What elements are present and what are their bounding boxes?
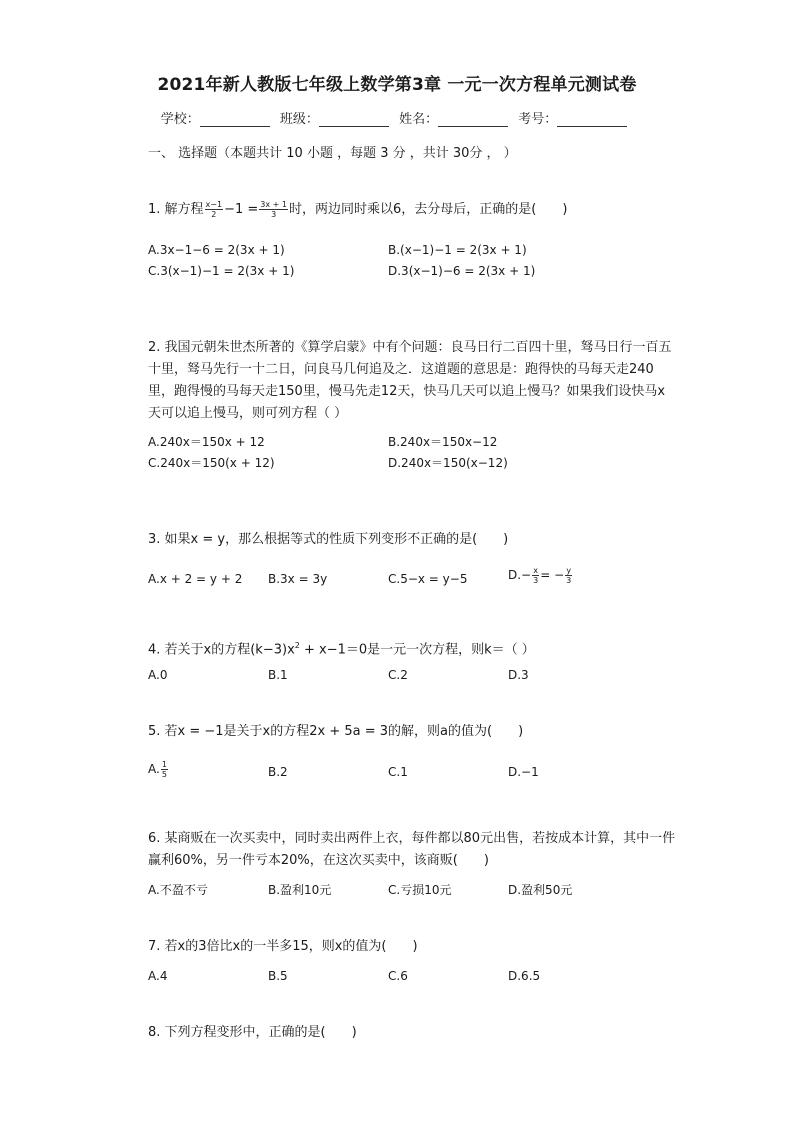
q3-option-c: C.5−x = y−5: [388, 572, 468, 586]
q5-a-fraction-den: 5: [161, 770, 167, 779]
q3-d-pre: D.−: [508, 568, 532, 582]
school-blank: [200, 113, 270, 127]
q1-fraction-1-num: x−1: [205, 200, 223, 209]
q3-d-fraction-1-den: 3: [533, 576, 539, 585]
q5-option-d: D.−1: [508, 765, 539, 779]
name-blank: [438, 113, 508, 127]
q2-option-d: D.240x＝150(x−12): [388, 456, 508, 470]
question-5-stem: 5. 若x = −1是关于x的方程2x + 5a = 3的解，则a的值为( ): [148, 724, 524, 739]
question-3-stem: 3. 如果x = y，那么根据等式的性质下列变形不正确的是( ): [148, 532, 509, 547]
q7-option-b: B.5: [268, 969, 288, 983]
question-2-stem: 2. 我国元朝朱世杰所著的《算学启蒙》中有个问题：良马日行二百四十里，驽马日行一百五十里，驽马先行一十二日，问良马几何追及之．这道题的意思是：跑得快的马每天走240里，跑得慢的马每天走150里，慢马先走12天，快马几天可以追上慢马？如果我们设快马x天可以追上慢马，则可列方程（ ）: [148, 340, 672, 421]
q1-text-pre: 1. 解方程: [148, 202, 204, 217]
q5-a-fraction-num: 1: [161, 760, 167, 769]
q3-option-b: B.3x = 3y: [268, 572, 328, 586]
exam-no-blank: [557, 113, 627, 127]
exam-no-label: 考号：: [518, 112, 558, 127]
section-heading: 一、 选择题（本题共计 10 小题 ，每题 3 分 ，共计 30分 ， ）: [148, 146, 517, 161]
q7-option-c: C.6: [388, 969, 408, 983]
q1-fraction-2-num: 3x + 1: [260, 200, 287, 209]
q4-option-d: D.3: [508, 668, 529, 682]
q3-d-fraction-1: [532, 566, 539, 585]
q6-option-c: C.亏损10元: [388, 883, 452, 897]
q1-fraction-2-den: 3: [271, 210, 277, 219]
q6-option-d: D.盈利50元: [508, 883, 573, 897]
q3-d-fraction-1-num: x: [533, 566, 539, 575]
q2-option-b: B.240x＝150x−12: [388, 435, 498, 449]
q1-option-c: C.3(x−1)−1 = 2(3x + 1): [148, 264, 295, 278]
q1-option-d: D.3(x−1)−6 = 2(3x + 1): [388, 264, 536, 278]
student-info-line: [0, 108, 794, 127]
q1-fraction-1-den: 2: [211, 210, 217, 219]
q5-a-fraction: [161, 760, 168, 779]
q4-text-pre: 4. 若关于x的方程(k−3)x: [148, 642, 295, 658]
class-label: 班级：: [279, 112, 319, 127]
q4-option-b: B.1: [268, 668, 288, 682]
class-blank: [319, 113, 389, 127]
question-8-stem: 8. 下列方程变形中，正确的是( ): [148, 1025, 357, 1040]
q1-option-b: B.(x−1)−1 = 2(3x + 1): [388, 243, 527, 257]
q3-option-a: A.x + 2 = y + 2: [148, 572, 243, 586]
question-1-stem: [148, 199, 567, 221]
q4-text-post: + x−1＝0是一元一次方程，则k＝（ ）: [299, 642, 535, 658]
question-7-stem: 7. 若x的3倍比x的一半多15，则x的值为( ): [148, 939, 418, 954]
name-label: 姓名：: [399, 112, 439, 127]
q3-d-fraction-2: [565, 566, 572, 585]
q3-d-fraction-2-den: 3: [566, 576, 572, 585]
question-6-stem: 6. 某商贩在一次买卖中，同时卖出两件上衣，每件都以80元出售，若按成本计算，其中一件赢利60%，另一件亏本20%，在这次买卖中，该商贩( ): [148, 831, 676, 868]
school-label: 学校：: [160, 112, 200, 127]
q5-a-pre: A.: [148, 762, 160, 776]
q3-d-mid: = −: [540, 568, 565, 582]
q1-text-post: 时，两边同时乘以6，去分母后，正确的是( ): [288, 202, 568, 217]
q1-text-mid: −1 =: [224, 202, 259, 217]
q6-option-a: A.不盈不亏: [148, 883, 208, 897]
q4-option-c: C.2: [388, 668, 408, 682]
q6-option-b: B.盈利10元: [268, 883, 332, 897]
q4-exponent: 2: [294, 641, 300, 650]
q3-d-fraction-2-num: y: [566, 566, 572, 575]
q2-option-c: C.240x＝150(x + 12): [148, 456, 275, 470]
q4-option-a: A.0: [148, 668, 168, 682]
q1-fraction-1: [205, 200, 224, 219]
q5-option-a: [148, 760, 169, 779]
q3-option-d: [508, 566, 573, 585]
page-title: 2021年新人教版七年级上数学第3章 一元一次方程单元测试卷: [157, 75, 637, 95]
q1-fraction-2: [259, 200, 288, 219]
q7-option-d: D.6.5: [508, 969, 541, 983]
q2-option-a: A.240x＝150x + 12: [148, 435, 265, 449]
q1-option-a: A.3x−1−6 = 2(3x + 1): [148, 243, 285, 257]
question-4-stem: [148, 635, 535, 661]
q7-option-a: A.4: [148, 969, 168, 983]
q5-option-c: C.1: [388, 765, 408, 779]
q5-option-b: B.2: [268, 765, 288, 779]
